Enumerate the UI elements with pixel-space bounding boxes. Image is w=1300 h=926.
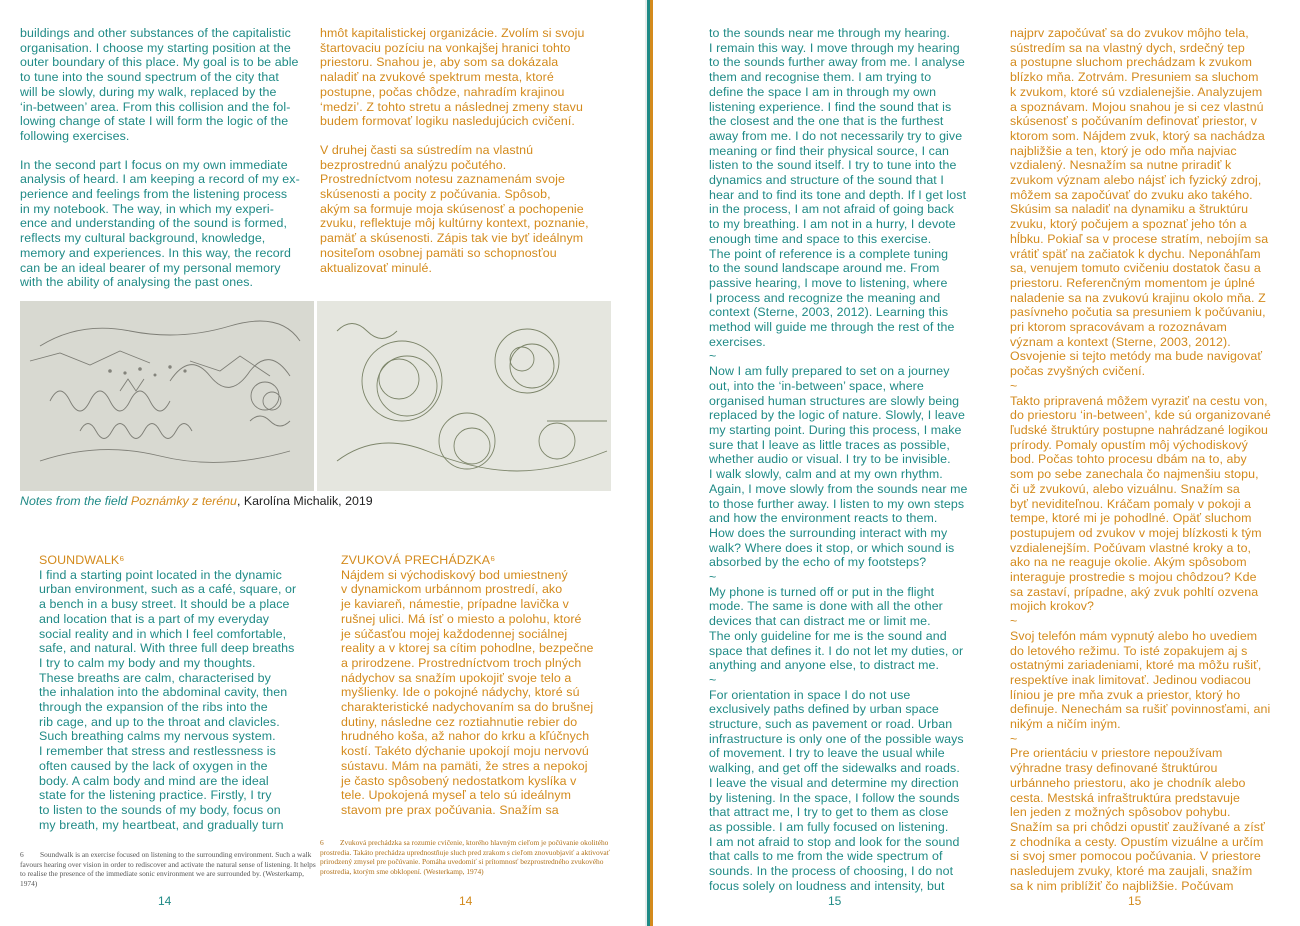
col-en-intro bbox=[20, 26, 320, 290]
field-notes-drawing-left bbox=[20, 301, 314, 491]
intro-sk-paragraph: hmôt kapitalistickej organizácie. Zvolím si svoju štartovaciu pozíciu na vonkajšej hranici tohto priestoru. Snahou je, aby som sa dokázala naladiť na zvukové spektrum mesta, ktoré postupne, počas chôdze, nahradím krajinou ‘medzi’. Z tohto stretu a následnej zmeny stavu budem formovať logiku nasledujúcich cvičení. bbox=[320, 26, 585, 129]
soundwalk-heading: SOUNDWALK⁶ bbox=[39, 553, 125, 567]
footnote-sk-text: Zvuková prechádzka sa rozumie cvičenie, ktorého hlavným cieľom je počúvanie okolitého prostredia. Takáto prechádza uprednostňuje sluch pred zrakom s cieľom znovuobjaviť a aktivovať prirodzený zmysel pre počúvanie. Pomáha uvedomiť si prítomnosť bezprostredného zvukového prostredia, ktorým sme obklopení. (Westerkamp, 1974) bbox=[320, 838, 610, 876]
field-notes-drawing-right bbox=[317, 301, 611, 491]
right-sk-text: najprv započúvať sa do zvukov môjho tela, sústredím sa na vlastný dych, srdečný tep a postupne sluchom prechádzam k zvukom blízko mňa. Zotrvám. Presuniem sa sluchom k zvukom, ktoré sú vzdialenejšie. Analyzujem a spoznávam. Mojou snahou je si cez vlastnú skúsenosť s počúvaním definovať priestor, v ktorom som. Nájdem zvuk, ktorý sa nachádza najbližšie a ten, ktorý je odo mňa najviac vzdialený. Nesnažím sa nutne priradiť k zvukom význam alebo nájsť ich fyzický zdroj, môžem sa započúvať do zvuku ako takého. Skúsim sa naladiť na dynamiku a štruktúru zvuku, ktorý počujem a spoznať jeho tón a hĺbku. Pokiaľ sa v procese stratím, nebojím sa vrátiť späť na začiatok k dychu. Neponáhľam sa, venujem tomuto cvičeniu dostatok času a priestoru. Referenčným momentom je úplné naladenie sa na zvukovú krajinu okolo mňa. Z pasívneho počutia sa presuniem k počúvaniu, pri ktorom spracovávam a rozoznávam význam a kontext (Sterne, 2003, 2012). Osvojenie si tejto metódy ma bude navigovať počas zvyšných cvičení. ~ Takto pripravená môžem vyraziť na cestu von, do priestoru ‘in-between’, kde sú organizované ľudské štruktúry postupne nahrádzané logikou prírody. Pomaly opustím môj východiskový bod. Počas tohto procesu dbám na to, aby som po sebe zanechala čo najmenšiu stopu, či už zvukovú, alebo vizuálnu. Snažím sa byť neviditeľnou. Kráčam pomaly v pokoji a tempe, ktoré mi je pohodlné. Opäť sluchom postupujem od zvukov v mojej blízkosti k tým vzdialenejším. Počúvam vlastné kroky a to, ako na ne reaguje okolie. Akým spôsobom interaguje prostredie s mojou chôdzou? Kde sa zastaví, prípadne, aký zvuk pohltí ozvena mojich krokov? ~ Svoj telefón mám vypnutý alebo ho uvediem do letového režimu. To isté zopakujem aj s ostatnými zariadeniami, ktoré ma môžu rušiť, respektíve inak limitovať. Jedinou vodiacou líniou je pre mňa zvuk a priestor, ktorý ho definuje. Nenechám sa rušiť povinnosťami, ani nikým a ničím iným. ~ Pre orientáciu v priestore nepoužívam výhradne trasy definované štruktúrou urbánneho priestoru, ako je chodník alebo cesta. Mestská infraštruktúra predstavuje len jeden z možných spôsobov pohybu. Snažím sa pri chôdzi opustiť zaužívané a zísť z chodníka a cesty. Opustím vizuálne a určím si svoj smer pomocou počúvania. V priestore nasledujem zvuky, ktoré ma zaujali, snažím sa k nim priblížiť čo najbližšie. Počúvam bbox=[1010, 26, 1271, 893]
caption-author: , Karolína Michalik, 2019 bbox=[236, 494, 373, 508]
footnote-sk-number: 6 bbox=[320, 838, 324, 847]
page-number-right-en: 15 bbox=[828, 894, 842, 908]
col-sk-right bbox=[1010, 26, 1300, 893]
soundwalk-body: I find a starting point located in the dynamic urban environment, such as a café, square, or a bench in a busy street. It should be a place and location that is a part of my everyday social reality and in which I feel comfortable, safe, and natural. With three full deep breaths I try to calm my body and my thoughts. These breaths are calm, characterised by the inhalation into the abdominal cavity, then through the expansion of the ribs into the rib cage, and up to the throat and clavicles. Such breathing calms my nervous system. I remember that stress and restlessness is often caused by the lack of oxygen in the body. A calm body and mind are the ideal state for the listening practice. Firstly, I try to listen to the sounds of my body, focus on my breath, my heartbeat, and gradually turn bbox=[39, 567, 297, 832]
footnote-en-number: 6 bbox=[20, 850, 24, 859]
figure-caption bbox=[20, 494, 373, 509]
page-number-right-sk: 15 bbox=[1128, 894, 1142, 908]
col-en-right bbox=[709, 26, 999, 893]
book-spine bbox=[645, 0, 654, 926]
page-number-left-sk: 14 bbox=[459, 894, 473, 908]
prechadzka-body: Nájdem si východiskový bod umiestnený v dynamickom urbánnom prostredí, ako je kaviareň, námestie, prípadne lavička v rušnej ulici. Má ísť o miesto a polohu, ktoré je súčasťou mojej každodennej sociálnej reality a v ktorej sa cítim pohodlne, bezpečne a prirodzene. Prostredníctvom troch plných nádychov sa snažím upokojiť svoje telo a myšlienky. Ide o pokojné nádychy, ktoré sú charakteristické nadychovaním sa do brušnej dutiny, následne cez roztiahnutie rebier do hrudného koša, až nahor do krku a kľúčnych kostí. Takéto dýchanie upokojí moju nervovú sústavu. Mám na pamäti, že stres a nepokoj je často spôsobený nedostatkom kyslíka v tele. Upokojená myseľ a telo sú ideálnym stavom pre prax počúvania. Snažím sa bbox=[341, 567, 594, 817]
footnote-sk bbox=[320, 838, 620, 876]
intro-en-paragraph: buildings and other substances of the capitalistic organisation. I choose my starting position at the outer boundary of this place. My goal is to be able to tune into the sound spectrum of the city that will be slowly, during my walk, replaced by the ‘in-between’ area. From this collision and the fol- lowing change of state I will form the logic of the following exercises. bbox=[20, 26, 299, 143]
col-sk-intro bbox=[320, 26, 620, 275]
prechadzka-heading: ZVUKOVÁ PRECHÁDZKA⁶ bbox=[341, 553, 496, 567]
page-number-left-en: 14 bbox=[158, 894, 172, 908]
footnote-en bbox=[20, 850, 320, 888]
soundwalk-section bbox=[39, 553, 324, 832]
prechadzka-section bbox=[341, 553, 631, 818]
caption-en: Notes from the field bbox=[20, 494, 128, 508]
part2-sk-paragraph: V druhej časti sa sústredím na vlastnú bezprostrednú analýzu počutého. Prostredníctvom notesu zaznamenám svoje skúsenosti a pocity z počúvania. Spôsob, akým sa formuje moja skúsenosť a pochopenie zvuku, reflektuje môj kultúrny kontext, poznanie, pamäť a skúsenosti. Zápis tak vie byť ideálnym nositeľom osobnej pamäti so schopnosťou aktualizovať minulé. bbox=[320, 142, 589, 275]
part2-en-paragraph: In the second part I focus on my own immediate analysis of heard. I am keeping a record of my ex- perience and feelings from the listening process in my notebook. The way, in which my experi- ence and understanding of the sound is formed, reflects my cultural background, knowledge, memory and experiences. In this way, the record can be an ideal bearer of my personal memory with the ability of analysing the past ones. bbox=[20, 157, 300, 290]
right-en-text: to the sounds near me through my hearing. I remain this way. I move through my hearing to the sounds further away from me. I analyse them and recognise them. I am trying to define the space I am in through my own listening experience. I find the sound that is the closest and the one that is the furthest away from me. I do not necessarily try to give meaning or find their physical source, I can listen to the sound itself. I try to tune into the dynamics and structure of the sound that I hear and to find its tone and depth. If I get lost in the process, I am not afraid of going back to my breathing. I am not in a hurry, I devote enough time and space to this exercise. The point of reference is a complete tuning to the sound landscape around me. From passive hearing, I move to listening, where I process and recognize the meaning and context (Sterne, 2003, 2012). Learning this method will guide me through the rest of the exercises. ~ Now I am fully prepared to set on a journey out, into the ‘in-between’ space, where organised human structures are slowly being replaced by the logic of nature. Slowly, I leave my starting point. During this process, I make sure that I leave as little traces as possible, whether audio or visual. I try to be invisible. I walk slowly, calm and at my own rhythm. Again, I move slowly from the sounds near me to those further away. I listen to my own steps and how the environment reacts to them. How does the surrounding interact with my walk? Where does it stop, or which sound is absorbed by the echo of my footsteps? ~ My phone is turned off or put in the flight mode. The same is done with all the other devices that can distract me or limit me. The only guideline for me is the sound and space that defines it. I do not let my duties, or anything and anyone else, to distract me. ~ For orientation in space I do not use exclusively paths defined by urban space structure, such as pavement or road. Urban infrastructure is only one of the possible ways of movement. I try to leave the usual while walking, and get off the sidewalks and roads. I leave the visual and determine my direction by listening. In the space, I follow the sounds that attract me, I try to get to them as close as possible. I am fully focused on listening. I am not afraid to stop and look for the sound that calls to me from the wide spectrum of sounds. In the process of choosing, I do not focus solely on loudness and intensity, but bbox=[709, 26, 968, 893]
caption-sk: Poznámky z terénu bbox=[130, 494, 237, 508]
footnote-en-text: Soundwalk is an exercise focused on listening to the surrounding environment. Such a walk favours hearing over vision in order to rediscover and activate the natural sense of listening. It helps to realise the presence of the immediate sonic environment we are surrounded by. (Westerkamp, 1974) bbox=[20, 850, 316, 888]
